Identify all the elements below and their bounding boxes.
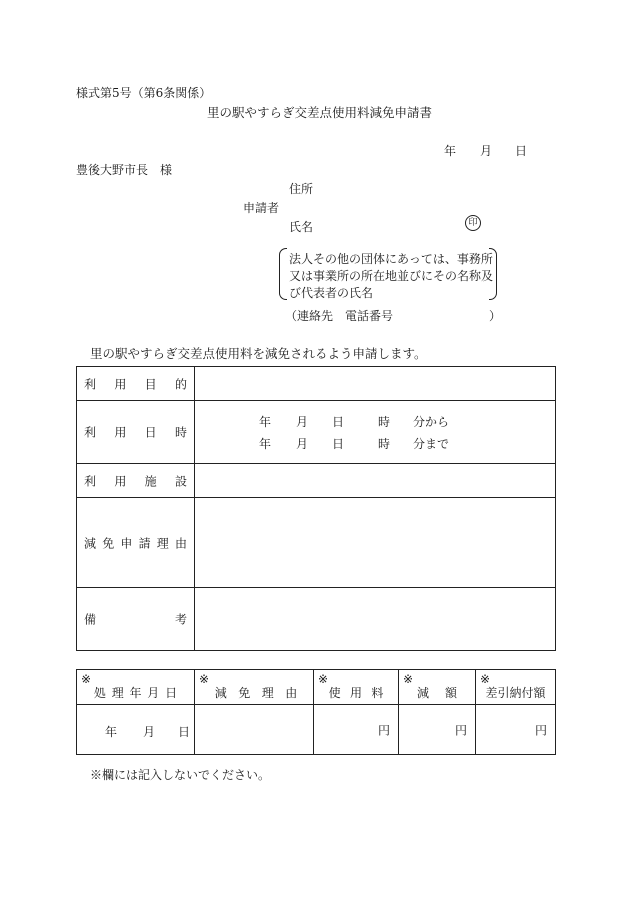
- char: 使: [328, 686, 341, 700]
- facility-field[interactable]: [195, 464, 556, 498]
- intro-text: 里の駅やすらぎ交差点使用料を減免されるよう申請します。: [90, 346, 427, 361]
- address-label: 住所: [289, 182, 314, 196]
- processing-date-field[interactable]: [77, 705, 195, 755]
- char: 日: [144, 425, 157, 440]
- pd-day: 日: [178, 725, 191, 739]
- office-use-table: [76, 669, 556, 755]
- yen-unit: 円: [454, 723, 467, 737]
- char: 利: [84, 425, 97, 440]
- date-month: 月: [480, 144, 493, 158]
- char: 理: [111, 686, 124, 700]
- corporate-note-bracket: [279, 248, 497, 300]
- char: 差引納付額: [485, 686, 546, 700]
- to-day: 日: [332, 437, 345, 451]
- addressee: 豊後大野市長 様: [76, 163, 173, 177]
- char: 年: [129, 686, 142, 700]
- char: 月: [147, 686, 160, 700]
- header-net-payment: [476, 670, 556, 705]
- date-year: 年: [444, 144, 457, 158]
- document-title: 里の駅やすらぎ交差点使用料減免申請書: [207, 105, 433, 120]
- char: 額: [444, 686, 457, 700]
- yen-unit: 円: [534, 723, 547, 737]
- reason-label: [77, 498, 195, 588]
- from-month: 月: [296, 415, 309, 429]
- header-reduction-amount: [399, 670, 476, 705]
- header-processing-date: [77, 670, 195, 705]
- from-hour: 時: [378, 415, 391, 429]
- from-day: 日: [332, 415, 345, 429]
- remarks-label: [77, 588, 195, 651]
- char: 免: [102, 536, 115, 550]
- to-year: 年: [259, 437, 272, 451]
- char: 利: [84, 474, 97, 488]
- from-year: 年: [259, 415, 272, 429]
- char: 用: [114, 474, 127, 488]
- pd-month: 月: [143, 725, 156, 739]
- char: 利: [84, 377, 97, 391]
- purpose-field[interactable]: [195, 367, 556, 401]
- char: 料: [371, 686, 384, 700]
- char: 理: [261, 686, 274, 700]
- remarks-field[interactable]: [195, 588, 556, 651]
- name-label: 氏名: [289, 220, 314, 234]
- footnote: ※欄には記入しないでください。: [90, 768, 271, 782]
- seal-mark: 印: [465, 215, 481, 231]
- kome-mark: ※: [318, 672, 329, 686]
- char: 理: [156, 536, 169, 550]
- note-line-1: 法人その他の団体にあっては、事務所: [289, 252, 493, 266]
- kome-mark: ※: [480, 672, 491, 686]
- kome-mark: ※: [403, 672, 414, 686]
- char: 施: [144, 474, 157, 488]
- char: 用: [349, 686, 362, 700]
- bracket-left: [279, 248, 287, 300]
- char: 免: [238, 686, 251, 700]
- to-month: 月: [296, 437, 309, 451]
- char: 時: [174, 425, 187, 440]
- char: 処: [93, 686, 106, 700]
- kome-mark: ※: [199, 672, 210, 686]
- application-table: [76, 366, 556, 651]
- note-line-3: び代表者の氏名: [289, 286, 374, 300]
- char: 備: [84, 612, 97, 627]
- net-payment-field[interactable]: [476, 705, 556, 755]
- to-minute: 分まで: [413, 437, 450, 451]
- pd-year: 年: [105, 725, 118, 739]
- form-number: 様式第5号（第6条関係）: [76, 86, 212, 100]
- char: 用: [114, 425, 127, 440]
- yen-unit: 円: [377, 723, 390, 737]
- facility-label: [77, 464, 195, 498]
- date-day: 日: [515, 144, 528, 158]
- char: 申: [120, 536, 133, 550]
- header-usage-fee: [314, 670, 399, 705]
- char: 減: [416, 686, 429, 700]
- char: 日: [165, 686, 178, 700]
- datetime-label: [77, 401, 195, 464]
- char: 設: [174, 474, 187, 488]
- applicant-label: 申請者: [243, 201, 280, 215]
- purpose-label: [77, 367, 195, 401]
- char: 請: [138, 536, 151, 550]
- usage-fee-field[interactable]: [314, 705, 399, 755]
- char: 減: [84, 536, 97, 550]
- header-reduction-reason: [195, 670, 314, 705]
- contact-phone: （連絡先 電話番号 ）: [285, 309, 502, 323]
- char: 目: [144, 377, 157, 391]
- char: 考: [174, 612, 187, 627]
- to-hour: 時: [378, 437, 391, 451]
- char: 的: [174, 377, 187, 391]
- note-line-2: 又は事業所の所在地並びにその名称及: [289, 269, 494, 283]
- char: 由: [174, 536, 187, 550]
- char: 減: [214, 686, 227, 700]
- datetime-field[interactable]: [195, 401, 556, 464]
- char: 由: [285, 686, 298, 700]
- reduction-reason-field[interactable]: [195, 705, 314, 755]
- reduction-amount-field[interactable]: [399, 705, 476, 755]
- char: 用: [114, 377, 127, 391]
- from-minute: 分から: [413, 415, 450, 429]
- reason-field[interactable]: [195, 498, 556, 588]
- kome-mark: ※: [81, 672, 92, 686]
